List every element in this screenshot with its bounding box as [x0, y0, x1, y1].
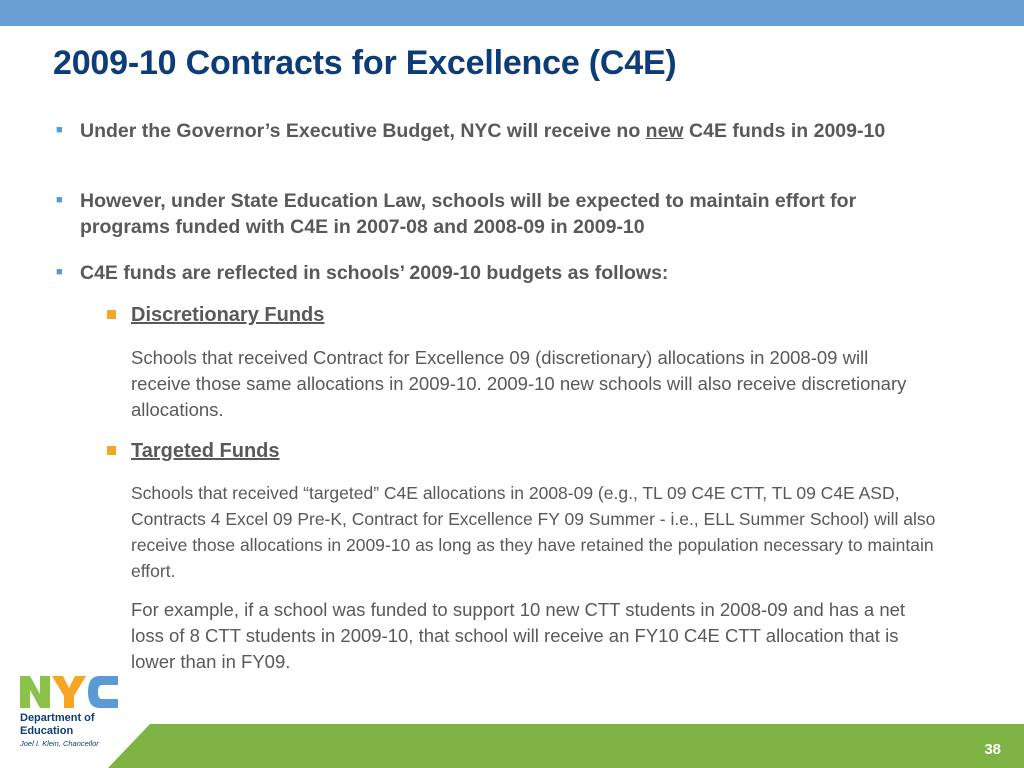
underlined-word: new [645, 120, 684, 142]
department-name: Department of Education [20, 712, 95, 737]
chancellor-name: Joel I. Klein, Chancellor [20, 739, 99, 748]
bullet-marker: ■ [56, 194, 63, 206]
paragraph-targeted: Schools that received “targeted” C4E allocations in 2008-09 (e.g., TL 09 C4E CTT, TL 09 C4E ASD, Contracts 4 Excel 09 Pre-K, Contract for Excellence FY 09 Summer - i.e., ELL Summer School) will also receive those allocations in 2009-10 as long as they have retained the population necessary to maintain effort. [131, 483, 936, 581]
slide-title: 2009-10 Contracts for Excellence (C4E) [53, 44, 677, 82]
page-number: 38 [984, 741, 1001, 758]
bottom-accent-bar [0, 724, 1024, 768]
sub-heading-targeted: Targeted Funds [131, 440, 280, 462]
sub-heading-discretionary: Discretionary Funds [131, 304, 325, 326]
sub-bullet-marker [107, 446, 116, 455]
paragraph-discretionary: Schools that received Contract for Excellence 09 (discretionary) allocations in 2008-09 will receive those same allocations in 2009-10. 2009-10 new schools will also receive discretionary allocations. [131, 347, 907, 420]
bullet-text: Under the Governor’s Executive Budget, NYC will receive no [80, 120, 646, 142]
bullet-text: C4E funds in 2009-10 [683, 120, 886, 142]
top-accent-bar [0, 0, 1024, 26]
nyc-wordmark-icon [18, 674, 122, 710]
paragraph-example: For example, if a school was funded to support 10 new CTT students in 2008-09 and has a net loss of 8 CTT students in 2009-10, that school will receive an FY10 C4E CTT allocation that is lower than in FY09. [131, 599, 906, 672]
bullet-item: However, under State Education Law, schools will be expected to maintain effort for programs funded with C4E in 2007-08 and 2008-09 in 2009-10 [80, 190, 857, 238]
sub-bullet-marker [107, 310, 116, 319]
bullet-marker: ■ [56, 124, 63, 136]
bullet-marker: ■ [56, 266, 63, 278]
bullet-item: C4E funds are reflected in schools’ 2009-10 budgets as follows: [80, 262, 669, 284]
bullet-item [80, 118, 910, 144]
